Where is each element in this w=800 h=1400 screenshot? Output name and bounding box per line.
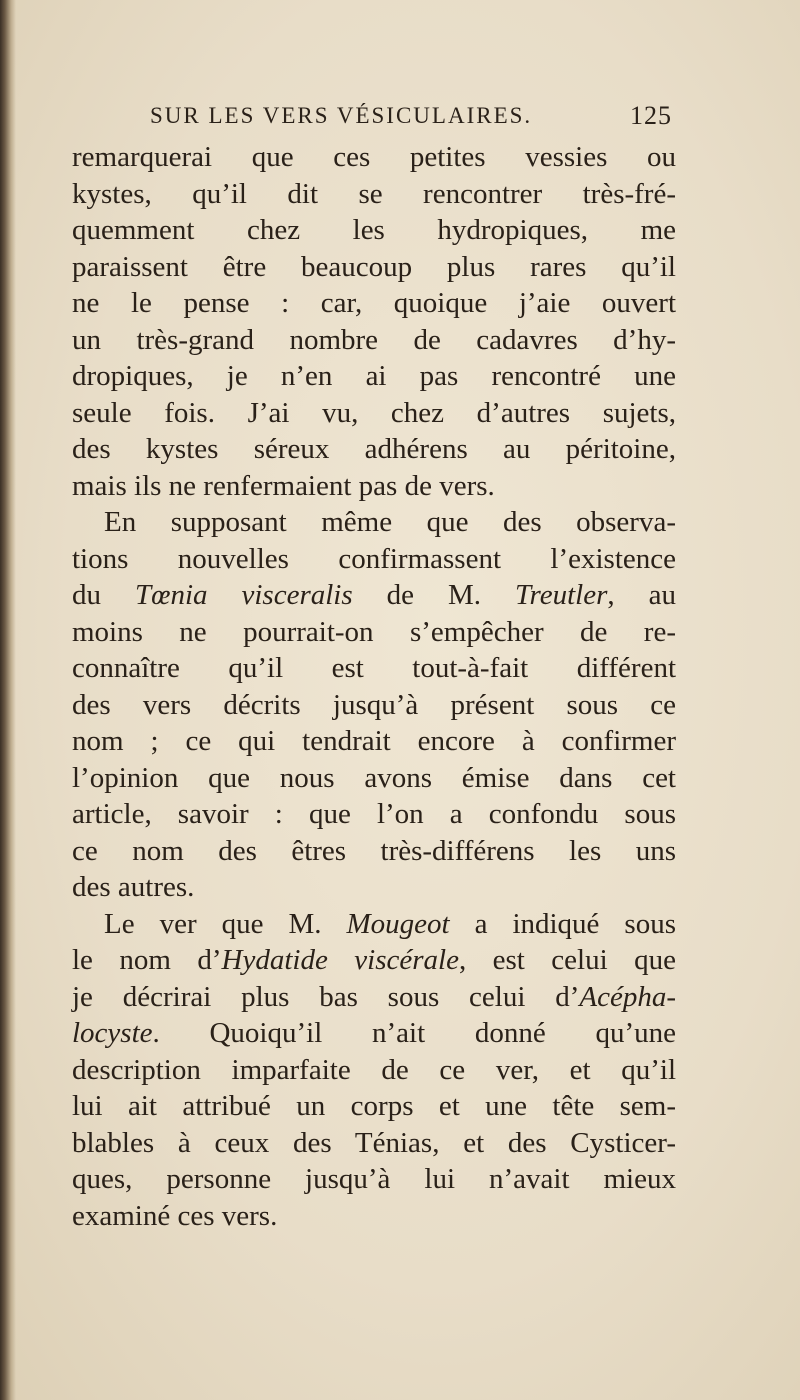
- text-line: [72, 249, 676, 286]
- text-line: [72, 468, 676, 505]
- text-segment: mais ils ne renfermaient pas de vers.: [72, 469, 495, 502]
- text-segment: un très-grand nombre de cadavres d’hy-: [72, 323, 676, 356]
- text-segment: description imparfaite de ce ver, et qu’il: [72, 1053, 676, 1086]
- text-segment: ne le pense : car, quoique j’aie ouvert: [72, 287, 676, 319]
- italic-term: Tœnia visceralis: [134, 579, 353, 611]
- text-line: [72, 723, 676, 760]
- text-line: [72, 687, 676, 724]
- text-segment: a indiqué sous: [449, 907, 676, 940]
- italic-term: Hydatide viscérale: [221, 944, 459, 976]
- text-segment: moins ne pourrait-on s’empêcher de re-: [72, 615, 676, 648]
- text-segment: connaître qu’il est tout-à-fait différent: [72, 652, 676, 684]
- text-line: [72, 431, 676, 468]
- text-line: [72, 1052, 676, 1089]
- text-segment: je décrirai plus bas sous celui d’: [72, 980, 580, 1013]
- text-line: [72, 541, 676, 578]
- running-head: [72, 103, 672, 133]
- text-line: [72, 796, 676, 833]
- text-segment: quemment chez les hydropiques, me: [72, 214, 676, 246]
- text-line: [72, 942, 676, 979]
- text-line: [72, 906, 676, 943]
- italic-term: Acépha-: [579, 980, 676, 1013]
- text-segment: kystes, qu’il dit se rencontrer très-fré-: [72, 177, 676, 210]
- text-segment: . Quoiqu’il n’ait donné qu’une: [152, 1017, 676, 1049]
- text-segment: remarquerai que ces petites vessies ou: [72, 141, 676, 173]
- text-line: [72, 139, 676, 176]
- italic-term: locyste: [72, 1017, 153, 1049]
- text-line: [72, 504, 676, 541]
- text-segment: des vers décrits jusqu’à présent sous ce: [72, 688, 676, 721]
- text-line: [72, 1015, 676, 1052]
- text-line: [72, 833, 676, 870]
- text-segment: des autres.: [72, 871, 195, 903]
- text-segment: En supposant même que des observa-: [104, 506, 676, 538]
- text-line: [72, 1088, 676, 1125]
- text-line: [72, 869, 676, 906]
- text-segment: tions nouvelles confirmassent l’existence: [72, 542, 676, 575]
- text-line: [72, 1161, 676, 1198]
- text-segment: ques, personne jusqu’à lui n’avait mieux: [72, 1163, 676, 1195]
- text-segment: examiné ces vers.: [72, 1199, 278, 1232]
- text-segment: le nom d’: [72, 944, 222, 976]
- text-segment: lui ait attribué un corps et une tête sem-: [72, 1090, 676, 1122]
- text-line: [72, 322, 676, 359]
- text-line: [72, 650, 676, 687]
- text-segment: Le ver que M.: [104, 907, 347, 940]
- text-line: [72, 176, 676, 213]
- text-segment: nom ; ce qui tendrait encore à confirmer: [72, 725, 676, 757]
- text-line: [72, 979, 676, 1016]
- text-line: [72, 1125, 676, 1162]
- running-title: SUR LES VERS VÉSICULAIRES.: [150, 103, 533, 128]
- text-line: [72, 577, 676, 614]
- text-line: [72, 212, 676, 249]
- page-number: 125: [630, 101, 672, 130]
- text-segment: , est celui que: [458, 944, 676, 976]
- text-line: [72, 285, 676, 322]
- text-segment: l’opinion que nous avons émise dans cet: [72, 761, 676, 794]
- text-line: [72, 358, 676, 395]
- text-segment: de M.: [352, 579, 515, 611]
- text-segment: du: [72, 579, 135, 611]
- text-segment: blables à ceux des Ténias, et des Cysticer-: [72, 1126, 676, 1159]
- text-line: [72, 760, 676, 797]
- text-segment: seule fois. J’ai vu, chez d’autres sujets,: [72, 396, 676, 429]
- text-segment: dropiques, je n’en ai pas rencontré une: [72, 360, 676, 392]
- text-line: [72, 1198, 676, 1235]
- italic-term: Treutler: [515, 579, 608, 611]
- text-line: [72, 395, 676, 432]
- text-line: [72, 614, 676, 651]
- text-segment: , au: [607, 579, 676, 611]
- body-text: [72, 139, 676, 1234]
- text-segment: ce nom des êtres très-différens les uns: [72, 834, 676, 867]
- italic-term: Mougeot: [346, 907, 450, 940]
- text-segment: paraissent être beaucoup plus rares qu’il: [72, 250, 676, 283]
- binding-gutter: [0, 0, 16, 1400]
- text-segment: article, savoir : que l’on a confondu sous: [72, 798, 676, 830]
- text-segment: des kystes séreux adhérens au péritoine,: [72, 433, 676, 465]
